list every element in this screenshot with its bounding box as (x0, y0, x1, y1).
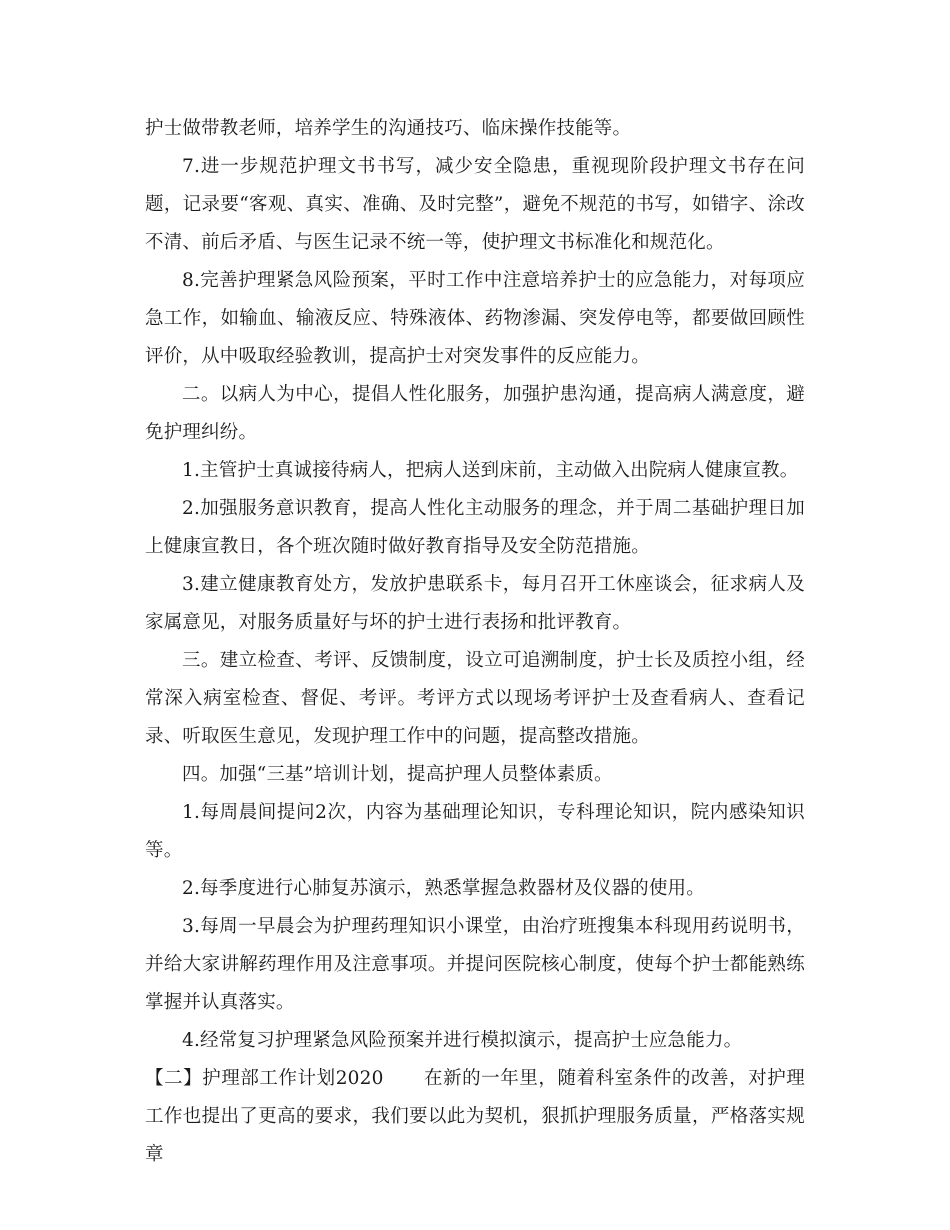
paragraph-section-four-item-2: 2.每季度进行心肺复苏演示，熟悉掌握急救器材及仪器的使用。 (182, 878, 705, 899)
paragraph-section-four-item-3: 3.每周一早晨会为护理药理知识小课堂，由治疗班搜集本科现用药说明书，并给大家讲解药理作用及注意事项。并提问医院核心制度，使每个护士都能熟练掌握并认真落实。 (145, 916, 805, 1013)
paragraph-section-three: 三。建立检查、考评、反馈制度，设立可追溯制度，护士长及质控小组，经常深入病室检查、督促、考评。考评方式以现场考评护士及查看病人、查看记录、听取医生意见，发现护理工作中的问题，提高整改措施。 (145, 650, 805, 747)
paragraph-section-four-item-4: 4.经常复习护理紧急风险预案并进行模拟演示，提高护士应急能力。 (182, 1030, 743, 1051)
section-heading: 【二】护理部工作计划2020 (145, 1068, 384, 1089)
section-intro-text: 在新的一年里，随着科室条件的改善，对护理工作也提出了更高的要求，我们要以此为契机，狠抓护理服务质量，严格落实规章 (145, 1068, 805, 1165)
paragraph-continuation: 护士做带教老师，培养学生的沟通技巧、临床操作技能等。 (145, 118, 632, 139)
paragraph-section-two-item-1: 1.主管护士真诚接待病人，把病人送到床前，主动做入出院病人健康宣教。 (182, 460, 799, 481)
section-two-paragraph (145, 1060, 805, 1174)
paragraph-section-two: 二。以病人为中心，提倡人性化服务，加强护患沟通，提高病人满意度，避免护理纠纷。 (145, 384, 805, 443)
paragraph-section-four: 四。加强“三基”培训计划，提高护理人员整体素质。 (182, 764, 613, 785)
paragraph-item-8: 8.完善护理紧急风险预案，平时工作中注意培养护士的应急能力，对每项应急工作，如输血、输液反应、特殊液体、药物渗漏、突发停电等，都要做回顾性评价，从中吸取经验教训，提高护士对突发事件的反应能力。 (145, 270, 805, 367)
paragraph-section-four-item-1: 1.每周晨间提问2次，内容为基础理论知识，专科理论知识，院内感染知识等。 (145, 802, 805, 861)
paragraph-section-two-item-2: 2.加强服务意识教育，提高人性化主动服务的理念，并于周二基础护理日加上健康宣教日，各个班次随时做好教育指导及安全防范措施。 (145, 498, 805, 557)
paragraph-item-7: 7.进一步规范护理文书书写，减少安全隐患，重视现阶段护理文书存在问题，记录要“客观、真实、准确、及时完整”，避免不规范的书写，如错字、涂改不清、前后矛盾、与医生记录不统一等，使护理文书标准化和规范化。 (145, 156, 805, 253)
paragraph-section-two-item-3: 3.建立健康教育处方，发放护患联系卡，每月召开工休座谈会，征求病人及家属意见，对服务质量好与坏的护士进行表扬和批评教育。 (145, 574, 805, 633)
document-body (145, 110, 805, 1174)
